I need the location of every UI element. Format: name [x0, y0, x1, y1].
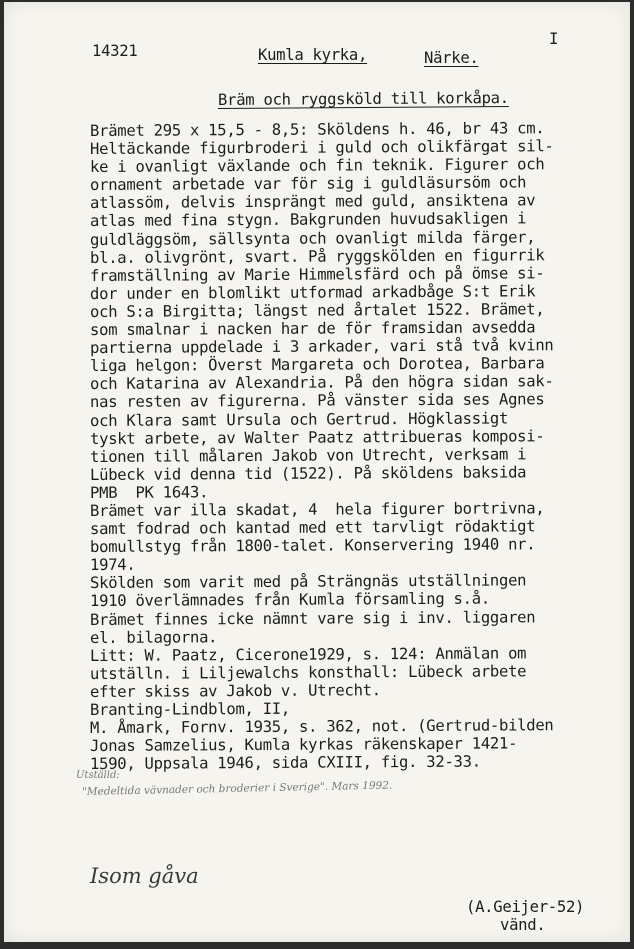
body-line: och S:a Birgitta; längst ned årtalet 1522. Brämet,: [89, 300, 545, 321]
body-line: atlas med fina stygn. Bakgrunden huvudsakligen i: [89, 209, 527, 231]
body-line: 1974.: [89, 555, 136, 575]
handwritten-note-text: "Medeltida vävnader och broderier i Sverige". Mars 1992.: [81, 779, 393, 798]
body-line: Heltäckande figurbroderi i guld och olikfärgat sil-: [89, 137, 554, 159]
body-line: atlassöm, delvis insprängt med guld, ansiktena av: [89, 191, 536, 213]
handwritten-gift: Isom gåva: [90, 864, 199, 888]
body-line: ke i ovanligt växlande och fin teknik. Figurer och: [89, 155, 545, 177]
body-line: 1590, Uppsala 1946, sida CXIII, fig. 32-33.: [89, 752, 481, 774]
body-line: PMB PK 1643.: [89, 483, 209, 502]
body-line: Brämet 295 x 15,5 - 8,5: Sköldens h. 46, br 43 cm.: [89, 119, 545, 140]
body-line: efter skiss av Jakob v. Utrecht.: [89, 681, 381, 701]
body-line: liga helgon: Överst Margareta och Dorotea, Barbara: [89, 354, 545, 376]
body-line: framställning av Marie Himmelsfärd och på ömse si-: [89, 263, 545, 285]
body-line: samt fodrad och kantad med ett tarvligt rödaktigt: [89, 517, 536, 539]
body-line: nas resten av figurerna. På vänster sida ses Agnes: [89, 390, 545, 412]
body-line: Jonas Samzelius, Kumla kyrkas räkenskaper 1421-: [89, 734, 518, 756]
body-line: utställn. i Liljewalchs konsthall: Lübeck arbete: [89, 662, 527, 683]
body-line: Skölden som varit med på Strängnäs utställningen: [89, 571, 527, 593]
body-line: partierna uppdelade i 3 arkader, vari stå två kvinn: [89, 336, 554, 358]
body-line: Brämet var illa skadat, 4 hela figurer bortrivna,: [89, 499, 545, 520]
document-title: Bräm och ryggsköld till korkåpa.: [217, 88, 509, 110]
body-line: Brämet finnes icke nämnt vare sig i inv. liggaren: [89, 607, 536, 629]
body-line: guldläggsöm, sällsynta och ovanligt milda färger,: [89, 227, 536, 249]
body-line: och Klara samt Ursula och Gertrud. Högklassigt: [89, 408, 509, 430]
body-line: Litt: W. Paatz, Cicerone1929, s. 124: Anmälan om: [89, 644, 527, 665]
footer-turn: vänd.: [500, 916, 546, 934]
handwritten-note-label: Utställd:: [76, 770, 120, 781]
body-line: dor under en blomlikt utformad arkadbåge S:t Erik: [89, 282, 536, 303]
body-line: bl.a. olivgrönt, svart. På ryggskölden en figurrik: [89, 245, 545, 267]
catalog-number: 14321: [92, 42, 138, 60]
body-line: tionen till målaren Jakob von Utrecht, verksam i: [89, 445, 527, 466]
body-line: och Katarina av Alexandria. På den högra sidan sak-: [89, 372, 554, 394]
header-province: Närke.: [424, 49, 479, 67]
body-line: M. Åmark, Fornv. 1935, s. 362, not. (Gertrud-bilden: [89, 716, 554, 738]
footer-author: (A.Geijer-52): [466, 898, 585, 916]
body-line: 1910 överlämnades från Kumla församling s.å.: [89, 589, 490, 611]
body-line: bomullstyg från 1800-talet. Konservering 1940 nr.: [89, 535, 536, 557]
body-line: som smalnar i nacken har de för framsidan avsedda: [89, 318, 536, 340]
body-line: ornament arbetade var för sig i guldläsursöm och: [89, 173, 527, 195]
body-line: Lübeck vid denna tid (1522). På sköldens baksida: [89, 463, 527, 484]
body-line: tyskt arbete, av Walter Paatz attribueras komposi-: [89, 426, 545, 448]
body-line: Branting-Lindblom, II,: [89, 699, 291, 719]
page-number: I: [549, 30, 559, 48]
body-line: el. bilagorna.: [89, 627, 218, 647]
header-location: Kumla kyrka,: [258, 46, 368, 64]
archive-card: [4, 2, 630, 942]
body-text: [89, 119, 554, 774]
